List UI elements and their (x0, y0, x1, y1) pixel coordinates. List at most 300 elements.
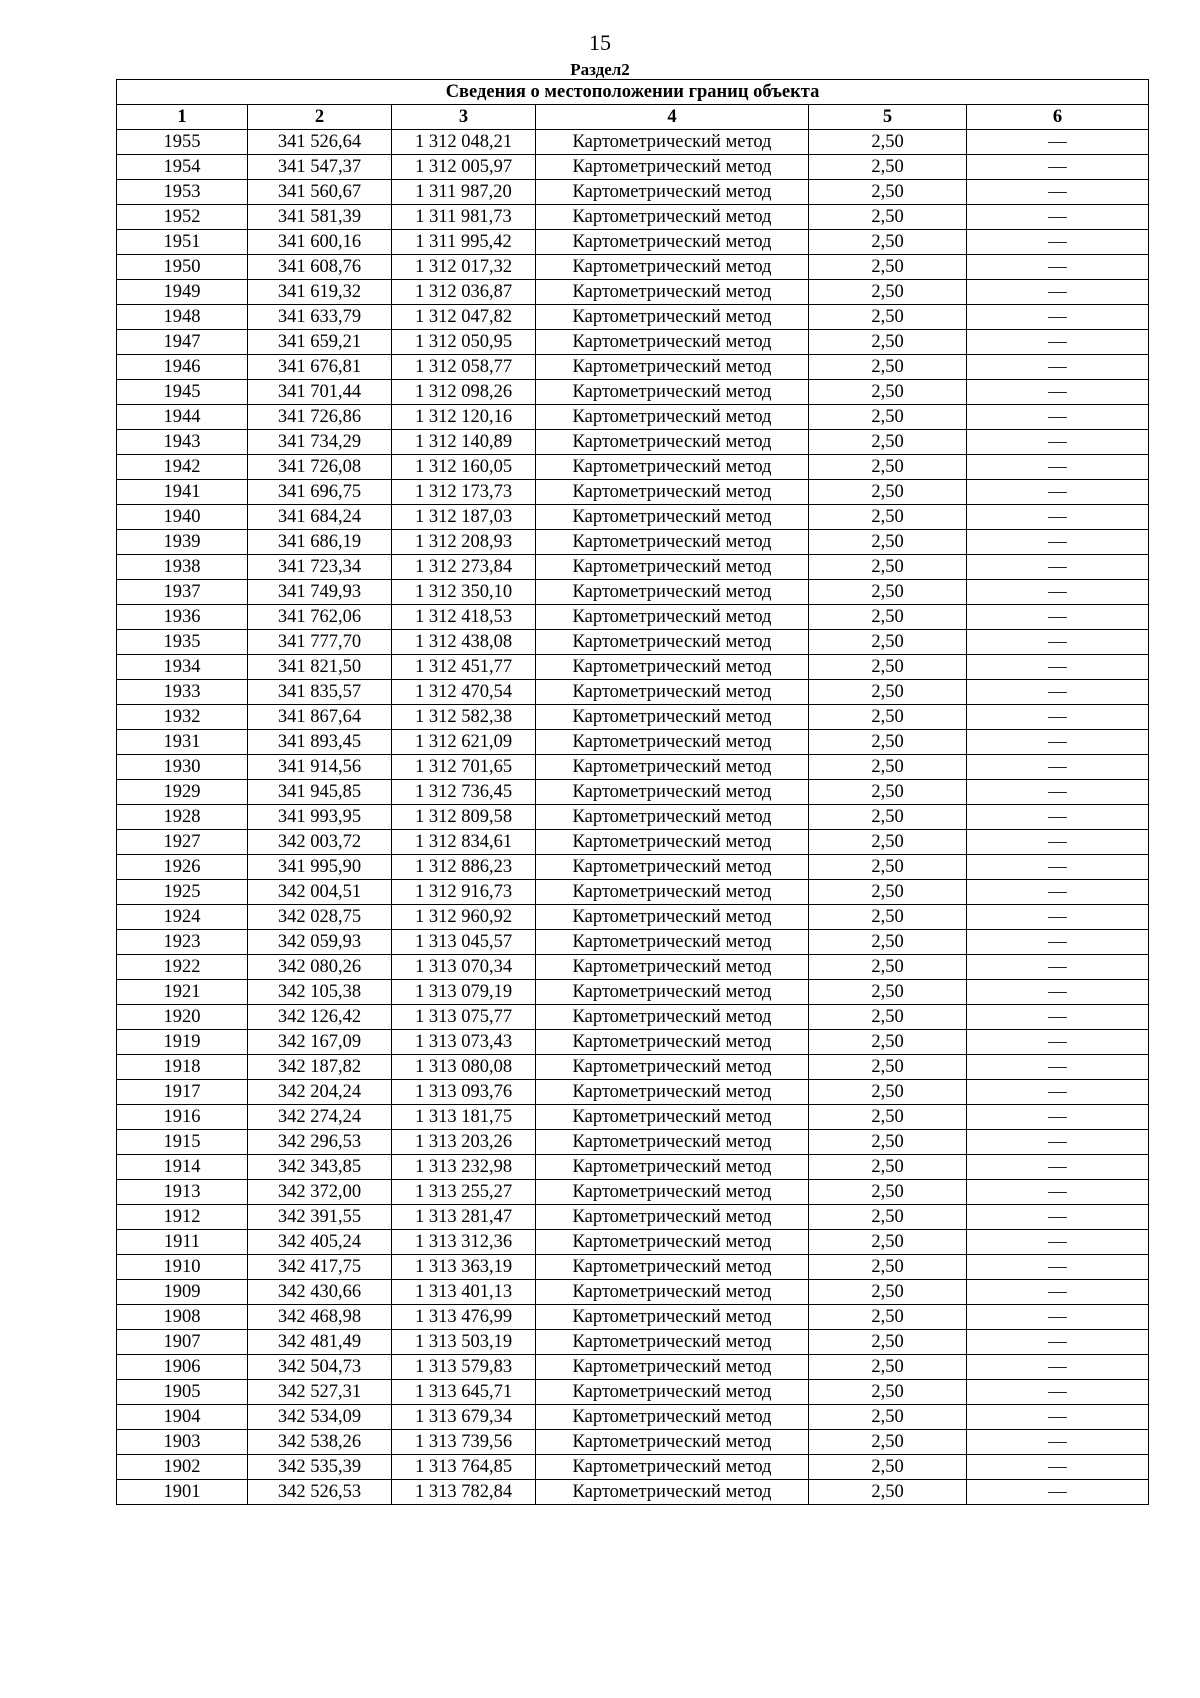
table-row (117, 230, 1149, 255)
precision-cell: 2,50 (809, 1105, 967, 1130)
x-coordinate-cell: 342 204,24 (248, 1080, 392, 1105)
table-row (117, 1005, 1149, 1030)
y-coordinate-cell: 1 311 981,73 (392, 205, 536, 230)
point-number-cell: 1951 (117, 230, 248, 255)
y-coordinate-cell: 1 313 281,47 (392, 1205, 536, 1230)
determination-method-cell: Картометрический метод (536, 630, 809, 655)
y-coordinate-cell: 1 313 079,19 (392, 980, 536, 1005)
table-row (117, 530, 1149, 555)
precision-cell: 2,50 (809, 705, 967, 730)
x-coordinate-cell: 342 391,55 (248, 1205, 392, 1230)
y-coordinate-cell: 1 312 916,73 (392, 880, 536, 905)
y-coordinate-cell: 1 312 036,87 (392, 280, 536, 305)
x-coordinate-cell: 341 608,76 (248, 255, 392, 280)
description-cell: — (967, 1455, 1149, 1480)
x-coordinate-cell: 341 600,16 (248, 230, 392, 255)
y-coordinate-cell: 1 312 350,10 (392, 580, 536, 605)
precision-cell: 2,50 (809, 1230, 967, 1255)
point-number-cell: 1952 (117, 205, 248, 230)
table-row (117, 680, 1149, 705)
point-number-cell: 1910 (117, 1255, 248, 1280)
table-row (117, 1030, 1149, 1055)
description-cell: — (967, 705, 1149, 730)
y-coordinate-cell: 1 313 070,34 (392, 955, 536, 980)
description-cell: — (967, 230, 1149, 255)
x-coordinate-cell: 341 821,50 (248, 655, 392, 680)
precision-cell: 2,50 (809, 205, 967, 230)
determination-method-cell: Картометрический метод (536, 605, 809, 630)
precision-cell: 2,50 (809, 1005, 967, 1030)
y-coordinate-cell: 1 312 451,77 (392, 655, 536, 680)
x-coordinate-cell: 341 526,64 (248, 130, 392, 155)
determination-method-cell: Картометрический метод (536, 980, 809, 1005)
precision-cell: 2,50 (809, 1280, 967, 1305)
x-coordinate-cell: 341 749,93 (248, 580, 392, 605)
point-number-cell: 1941 (117, 480, 248, 505)
precision-cell: 2,50 (809, 180, 967, 205)
x-coordinate-cell: 341 581,39 (248, 205, 392, 230)
determination-method-cell: Картометрический метод (536, 555, 809, 580)
x-coordinate-cell: 341 762,06 (248, 605, 392, 630)
point-number-cell: 1923 (117, 930, 248, 955)
determination-method-cell: Картометрический метод (536, 830, 809, 855)
point-number-cell: 1948 (117, 305, 248, 330)
boundary-coordinates-table (116, 79, 1149, 1505)
point-number-cell: 1953 (117, 180, 248, 205)
precision-cell: 2,50 (809, 555, 967, 580)
y-coordinate-cell: 1 313 503,19 (392, 1330, 536, 1355)
description-cell: — (967, 780, 1149, 805)
description-cell: — (967, 1155, 1149, 1180)
determination-method-cell: Картометрический метод (536, 755, 809, 780)
point-number-cell: 1947 (117, 330, 248, 355)
x-coordinate-cell: 342 527,31 (248, 1380, 392, 1405)
determination-method-cell: Картометрический метод (536, 330, 809, 355)
x-coordinate-cell: 341 619,32 (248, 280, 392, 305)
table-row (117, 1055, 1149, 1080)
point-number-cell: 1954 (117, 155, 248, 180)
table-body (117, 130, 1149, 1505)
section-title: Раздел2 (570, 60, 630, 79)
point-number-cell: 1925 (117, 880, 248, 905)
description-cell: — (967, 655, 1149, 680)
table-row (117, 1280, 1149, 1305)
x-coordinate-cell: 341 914,56 (248, 755, 392, 780)
determination-method-cell: Картометрический метод (536, 1430, 809, 1455)
table-row (117, 1155, 1149, 1180)
point-number-cell: 1917 (117, 1080, 248, 1105)
determination-method-cell: Картометрический метод (536, 430, 809, 455)
point-number-cell: 1950 (117, 255, 248, 280)
column-header-4: 4 (536, 105, 809, 130)
precision-cell: 2,50 (809, 1455, 967, 1480)
description-cell: — (967, 580, 1149, 605)
y-coordinate-cell: 1 312 058,77 (392, 355, 536, 380)
determination-method-cell: Картометрический метод (536, 580, 809, 605)
description-cell: — (967, 805, 1149, 830)
x-coordinate-cell: 342 504,73 (248, 1355, 392, 1380)
point-number-cell: 1944 (117, 405, 248, 430)
x-coordinate-cell: 341 547,37 (248, 155, 392, 180)
y-coordinate-cell: 1 312 418,53 (392, 605, 536, 630)
point-number-cell: 1942 (117, 455, 248, 480)
table-row (117, 1130, 1149, 1155)
precision-cell: 2,50 (809, 505, 967, 530)
x-coordinate-cell: 342 526,53 (248, 1480, 392, 1505)
description-cell: — (967, 1055, 1149, 1080)
y-coordinate-cell: 1 312 098,26 (392, 380, 536, 405)
x-coordinate-cell: 341 726,08 (248, 455, 392, 480)
table-row (117, 980, 1149, 1005)
table-row (117, 430, 1149, 455)
y-coordinate-cell: 1 312 736,45 (392, 780, 536, 805)
description-cell: — (967, 430, 1149, 455)
determination-method-cell: Картометрический метод (536, 1080, 809, 1105)
point-number-cell: 1937 (117, 580, 248, 605)
description-cell: — (967, 1405, 1149, 1430)
x-coordinate-cell: 342 343,85 (248, 1155, 392, 1180)
precision-cell: 2,50 (809, 730, 967, 755)
determination-method-cell: Картометрический метод (536, 680, 809, 705)
point-number-cell: 1926 (117, 855, 248, 880)
table-row (117, 780, 1149, 805)
y-coordinate-cell: 1 312 582,38 (392, 705, 536, 730)
determination-method-cell: Картометрический метод (536, 1055, 809, 1080)
precision-cell: 2,50 (809, 1205, 967, 1230)
x-coordinate-cell: 341 893,45 (248, 730, 392, 755)
y-coordinate-cell: 1 313 232,98 (392, 1155, 536, 1180)
description-cell: — (967, 1380, 1149, 1405)
determination-method-cell: Картометрический метод (536, 205, 809, 230)
point-number-cell: 1922 (117, 955, 248, 980)
description-cell: — (967, 305, 1149, 330)
precision-cell: 2,50 (809, 1480, 967, 1505)
precision-cell: 2,50 (809, 680, 967, 705)
y-coordinate-cell: 1 313 203,26 (392, 1130, 536, 1155)
precision-cell: 2,50 (809, 980, 967, 1005)
point-number-cell: 1934 (117, 655, 248, 680)
precision-cell: 2,50 (809, 805, 967, 830)
point-number-cell: 1907 (117, 1330, 248, 1355)
determination-method-cell: Картометрический метод (536, 1405, 809, 1430)
y-coordinate-cell: 1 313 739,56 (392, 1430, 536, 1455)
precision-cell: 2,50 (809, 605, 967, 630)
determination-method-cell: Картометрический метод (536, 930, 809, 955)
description-cell: — (967, 1080, 1149, 1105)
y-coordinate-cell: 1 313 073,43 (392, 1030, 536, 1055)
description-cell: — (967, 505, 1149, 530)
precision-cell: 2,50 (809, 580, 967, 605)
y-coordinate-cell: 1 312 173,73 (392, 480, 536, 505)
y-coordinate-cell: 1 312 120,16 (392, 405, 536, 430)
precision-cell: 2,50 (809, 780, 967, 805)
y-coordinate-cell: 1 312 048,21 (392, 130, 536, 155)
x-coordinate-cell: 341 723,34 (248, 555, 392, 580)
x-coordinate-cell: 342 126,42 (248, 1005, 392, 1030)
x-coordinate-cell: 342 468,98 (248, 1305, 392, 1330)
table-row (117, 630, 1149, 655)
precision-cell: 2,50 (809, 280, 967, 305)
table-row (117, 380, 1149, 405)
precision-cell: 2,50 (809, 630, 967, 655)
precision-cell: 2,50 (809, 880, 967, 905)
table-row (117, 1305, 1149, 1330)
determination-method-cell: Картометрический метод (536, 1330, 809, 1355)
description-cell: — (967, 1280, 1149, 1305)
determination-method-cell: Картометрический метод (536, 455, 809, 480)
precision-cell: 2,50 (809, 955, 967, 980)
y-coordinate-cell: 1 313 312,36 (392, 1230, 536, 1255)
precision-cell: 2,50 (809, 855, 967, 880)
precision-cell: 2,50 (809, 830, 967, 855)
description-cell: — (967, 280, 1149, 305)
y-coordinate-cell: 1 313 782,84 (392, 1480, 536, 1505)
description-cell: — (967, 455, 1149, 480)
point-number-cell: 1945 (117, 380, 248, 405)
table-row (117, 180, 1149, 205)
table-row (117, 330, 1149, 355)
x-coordinate-cell: 342 059,93 (248, 930, 392, 955)
table-row (117, 405, 1149, 430)
x-coordinate-cell: 341 734,29 (248, 430, 392, 455)
table-row (117, 1455, 1149, 1480)
x-coordinate-cell: 341 835,57 (248, 680, 392, 705)
determination-method-cell: Картометрический метод (536, 1255, 809, 1280)
precision-cell: 2,50 (809, 1380, 967, 1405)
table-row (117, 1330, 1149, 1355)
determination-method-cell: Картометрический метод (536, 255, 809, 280)
table-row (117, 605, 1149, 630)
point-number-cell: 1946 (117, 355, 248, 380)
table-caption-row (117, 80, 1149, 105)
table-row (117, 805, 1149, 830)
precision-cell: 2,50 (809, 255, 967, 280)
determination-method-cell: Картометрический метод (536, 530, 809, 555)
determination-method-cell: Картометрический метод (536, 655, 809, 680)
precision-cell: 2,50 (809, 405, 967, 430)
point-number-cell: 1912 (117, 1205, 248, 1230)
precision-cell: 2,50 (809, 305, 967, 330)
determination-method-cell: Картометрический метод (536, 1455, 809, 1480)
description-cell: — (967, 380, 1149, 405)
table-row (117, 705, 1149, 730)
precision-cell: 2,50 (809, 1080, 967, 1105)
y-coordinate-cell: 1 312 017,32 (392, 255, 536, 280)
precision-cell: 2,50 (809, 905, 967, 930)
determination-method-cell: Картометрический метод (536, 880, 809, 905)
description-cell: — (967, 1355, 1149, 1380)
point-number-cell: 1904 (117, 1405, 248, 1430)
table-row (117, 580, 1149, 605)
description-cell: — (967, 180, 1149, 205)
x-coordinate-cell: 342 296,53 (248, 1130, 392, 1155)
x-coordinate-cell: 341 686,19 (248, 530, 392, 555)
description-cell: — (967, 1130, 1149, 1155)
y-coordinate-cell: 1 312 047,82 (392, 305, 536, 330)
x-coordinate-cell: 342 004,51 (248, 880, 392, 905)
determination-method-cell: Картометрический метод (536, 180, 809, 205)
precision-cell: 2,50 (809, 1430, 967, 1455)
determination-method-cell: Картометрический метод (536, 280, 809, 305)
table-row (117, 305, 1149, 330)
description-cell: — (967, 980, 1149, 1005)
description-cell: — (967, 1330, 1149, 1355)
table-row (117, 205, 1149, 230)
point-number-cell: 1918 (117, 1055, 248, 1080)
description-cell: — (967, 930, 1149, 955)
y-coordinate-cell: 1 312 701,65 (392, 755, 536, 780)
precision-cell: 2,50 (809, 380, 967, 405)
table-row (117, 1480, 1149, 1505)
description-cell: — (967, 405, 1149, 430)
y-coordinate-cell: 1 312 470,54 (392, 680, 536, 705)
precision-cell: 2,50 (809, 1055, 967, 1080)
precision-cell: 2,50 (809, 1155, 967, 1180)
point-number-cell: 1943 (117, 430, 248, 455)
y-coordinate-cell: 1 312 273,84 (392, 555, 536, 580)
determination-method-cell: Картометрический метод (536, 230, 809, 255)
determination-method-cell: Картометрический метод (536, 1355, 809, 1380)
y-coordinate-cell: 1 313 764,85 (392, 1455, 536, 1480)
determination-method-cell: Картометрический метод (536, 1180, 809, 1205)
point-number-cell: 1930 (117, 755, 248, 780)
x-coordinate-cell: 341 701,44 (248, 380, 392, 405)
description-cell: — (967, 155, 1149, 180)
description-cell: — (967, 830, 1149, 855)
precision-cell: 2,50 (809, 155, 967, 180)
x-coordinate-cell: 342 405,24 (248, 1230, 392, 1255)
precision-cell: 2,50 (809, 1330, 967, 1355)
description-cell: — (967, 730, 1149, 755)
description-cell: — (967, 605, 1149, 630)
table-row (117, 755, 1149, 780)
determination-method-cell: Картометрический метод (536, 780, 809, 805)
point-number-cell: 1906 (117, 1355, 248, 1380)
x-coordinate-cell: 341 684,24 (248, 505, 392, 530)
determination-method-cell: Картометрический метод (536, 1005, 809, 1030)
x-coordinate-cell: 342 187,82 (248, 1055, 392, 1080)
x-coordinate-cell: 341 659,21 (248, 330, 392, 355)
determination-method-cell: Картометрический метод (536, 855, 809, 880)
x-coordinate-cell: 342 167,09 (248, 1030, 392, 1055)
description-cell: — (967, 905, 1149, 930)
precision-cell: 2,50 (809, 480, 967, 505)
y-coordinate-cell: 1 311 995,42 (392, 230, 536, 255)
x-coordinate-cell: 342 534,09 (248, 1405, 392, 1430)
y-coordinate-cell: 1 313 579,83 (392, 1355, 536, 1380)
x-coordinate-cell: 342 372,00 (248, 1180, 392, 1205)
y-coordinate-cell: 1 312 005,97 (392, 155, 536, 180)
y-coordinate-cell: 1 313 401,13 (392, 1280, 536, 1305)
x-coordinate-cell: 341 945,85 (248, 780, 392, 805)
x-coordinate-cell: 341 777,70 (248, 630, 392, 655)
table-row (117, 880, 1149, 905)
determination-method-cell: Картометрический метод (536, 305, 809, 330)
point-number-cell: 1955 (117, 130, 248, 155)
determination-method-cell: Картометрический метод (536, 130, 809, 155)
y-coordinate-cell: 1 313 181,75 (392, 1105, 536, 1130)
determination-method-cell: Картометрический метод (536, 730, 809, 755)
determination-method-cell: Картометрический метод (536, 505, 809, 530)
x-coordinate-cell: 342 430,66 (248, 1280, 392, 1305)
point-number-cell: 1909 (117, 1280, 248, 1305)
y-coordinate-cell: 1 313 363,19 (392, 1255, 536, 1280)
y-coordinate-cell: 1 312 886,23 (392, 855, 536, 880)
point-number-cell: 1913 (117, 1180, 248, 1205)
table-row (117, 1205, 1149, 1230)
point-number-cell: 1905 (117, 1380, 248, 1405)
table-row (117, 1105, 1149, 1130)
point-number-cell: 1919 (117, 1030, 248, 1055)
table-row (117, 355, 1149, 380)
point-number-cell: 1935 (117, 630, 248, 655)
precision-cell: 2,50 (809, 1355, 967, 1380)
y-coordinate-cell: 1 313 080,08 (392, 1055, 536, 1080)
table-row (117, 130, 1149, 155)
table-row (117, 955, 1149, 980)
point-number-cell: 1929 (117, 780, 248, 805)
table-row (117, 855, 1149, 880)
point-number-cell: 1911 (117, 1230, 248, 1255)
table-header-row (117, 105, 1149, 130)
point-number-cell: 1920 (117, 1005, 248, 1030)
table-row (117, 280, 1149, 305)
point-number-cell: 1939 (117, 530, 248, 555)
determination-method-cell: Картометрический метод (536, 1280, 809, 1305)
x-coordinate-cell: 341 633,79 (248, 305, 392, 330)
y-coordinate-cell: 1 312 140,89 (392, 430, 536, 455)
table-row (117, 505, 1149, 530)
table-row (117, 830, 1149, 855)
description-cell: — (967, 680, 1149, 705)
description-cell: — (967, 630, 1149, 655)
precision-cell: 2,50 (809, 530, 967, 555)
table-row (117, 480, 1149, 505)
point-number-cell: 1938 (117, 555, 248, 580)
description-cell: — (967, 530, 1149, 555)
column-header-2: 2 (248, 105, 392, 130)
x-coordinate-cell: 342 417,75 (248, 1255, 392, 1280)
description-cell: — (967, 480, 1149, 505)
y-coordinate-cell: 1 313 045,57 (392, 930, 536, 955)
point-number-cell: 1931 (117, 730, 248, 755)
determination-method-cell: Картометрический метод (536, 805, 809, 830)
x-coordinate-cell: 342 080,26 (248, 955, 392, 980)
y-coordinate-cell: 1 311 987,20 (392, 180, 536, 205)
y-coordinate-cell: 1 312 160,05 (392, 455, 536, 480)
description-cell: — (967, 1230, 1149, 1255)
x-coordinate-cell: 342 535,39 (248, 1455, 392, 1480)
description-cell: — (967, 555, 1149, 580)
x-coordinate-cell: 341 560,67 (248, 180, 392, 205)
x-coordinate-cell: 341 726,86 (248, 405, 392, 430)
precision-cell: 2,50 (809, 755, 967, 780)
precision-cell: 2,50 (809, 930, 967, 955)
description-cell: — (967, 1030, 1149, 1055)
determination-method-cell: Картометрический метод (536, 905, 809, 930)
description-cell: — (967, 1430, 1149, 1455)
x-coordinate-cell: 341 676,81 (248, 355, 392, 380)
determination-method-cell: Картометрический метод (536, 1155, 809, 1180)
point-number-cell: 1949 (117, 280, 248, 305)
x-coordinate-cell: 342 003,72 (248, 830, 392, 855)
point-number-cell: 1940 (117, 505, 248, 530)
x-coordinate-cell: 341 993,95 (248, 805, 392, 830)
determination-method-cell: Картометрический метод (536, 380, 809, 405)
x-coordinate-cell: 342 028,75 (248, 905, 392, 930)
precision-cell: 2,50 (809, 655, 967, 680)
y-coordinate-cell: 1 313 476,99 (392, 1305, 536, 1330)
